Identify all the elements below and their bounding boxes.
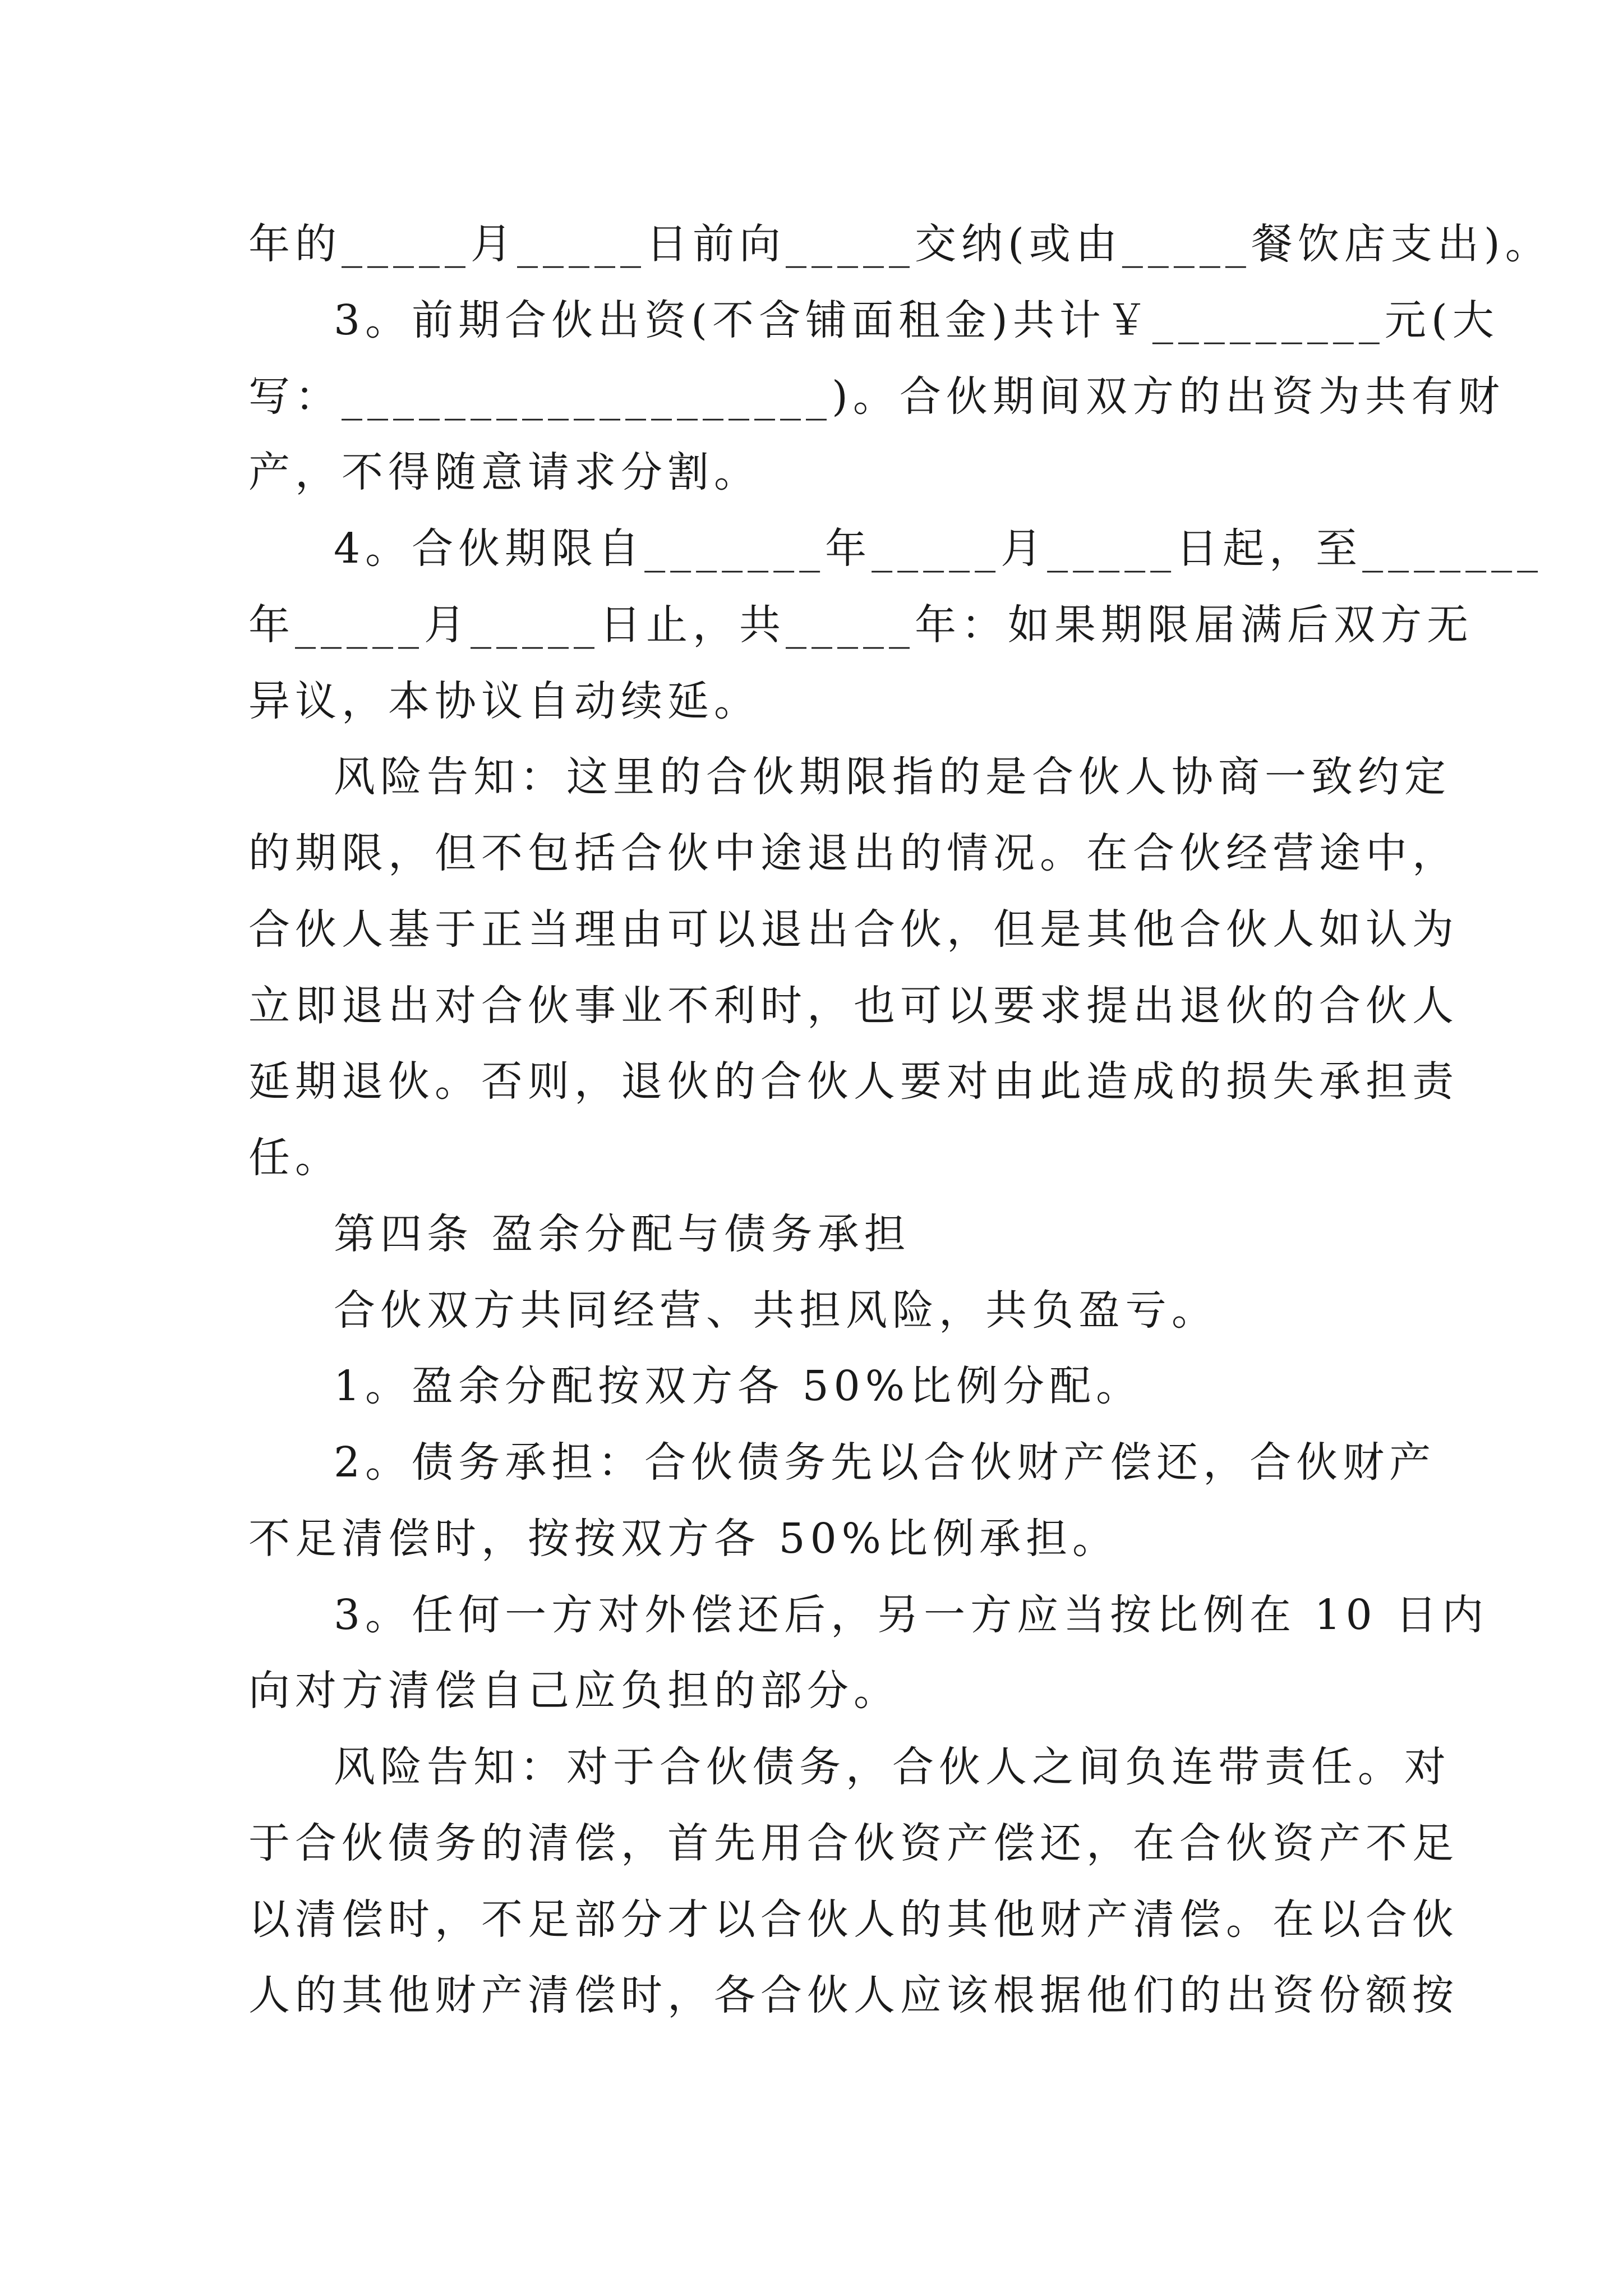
text-line: 人的其他财产清偿时，各合伙人应该根据他们的出资份额按: [248, 1971, 1459, 2019]
text-line: 任。: [248, 1134, 342, 1182]
text-line: 产，不得随意请求分割。: [248, 448, 760, 496]
text-line: 于合伙债务的清偿，首先用合伙资产偿还，在合伙资产不足: [248, 1819, 1459, 1867]
text-line: 年_____月_____日止，共_____年：如果期限届满后双方无: [248, 601, 1473, 649]
text-line: 2。债务承担：合伙债务先以合伙财产偿还，合伙财产: [334, 1438, 1436, 1487]
text-line: 向对方清偿自己应负担的部分。: [248, 1667, 900, 1715]
text-line: 写：___________________)。合伙期间双方的出资为共有财: [248, 372, 1505, 421]
text-line: 4。合伙期限自_______年_____月_____日起，至_______: [334, 524, 1543, 573]
text-line: 3。前期合伙出资(不含铺面租金)共计￥_________元(大: [334, 296, 1499, 344]
text-line: 立即退出对合伙事业不利时，也可以要求提出退伙的合伙人: [248, 982, 1459, 1030]
text-line: 异议，本协议自动续延。: [248, 677, 760, 725]
text-line: 1。盈余分配按双方各 50%比例分配。: [334, 1362, 1143, 1410]
text-line: 3。任何一方对外偿还后，另一方应当按比例在 10 日内: [334, 1591, 1489, 1639]
text-line: 合伙双方共同经营、共担风险，共负盈亏。: [334, 1286, 1218, 1335]
text-line: 不足清偿时，按按双方各 50%比例承担。: [248, 1515, 1119, 1563]
text-line: 以清偿时，不足部分才以合伙人的其他财产清偿。在以合伙: [248, 1895, 1459, 1944]
section-heading: 第四条 盈余分配与债务承担: [334, 1210, 911, 1258]
text-line: 的期限，但不包括合伙中途退出的情况。在合伙经营途中，: [248, 829, 1459, 877]
text-line: 风险告知：这里的合伙期限指的是合伙人协商一致约定: [334, 753, 1451, 801]
text-line: 延期退伙。否则，退伙的合伙人要对由此造成的损失承担责: [248, 1057, 1459, 1106]
text-line: 年的_____月_____日前向_____交纳(或由_____餐饮店支出)。: [248, 220, 1552, 268]
text-line: 合伙人基于正当理由可以退出合伙，但是其他合伙人如认为: [248, 905, 1459, 954]
text-line: 风险告知：对于合伙债务，合伙人之间负连带责任。对: [334, 1743, 1451, 1791]
